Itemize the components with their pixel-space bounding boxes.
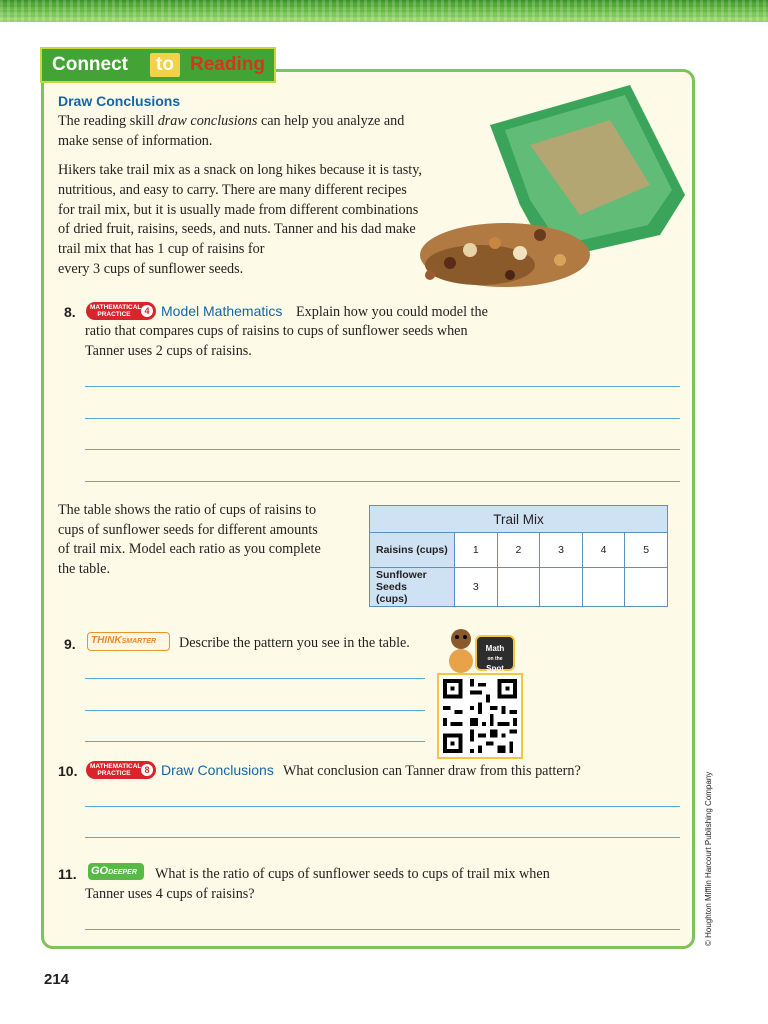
mathematical-practice-badge bbox=[86, 302, 156, 320]
trail-mix-bag-image bbox=[410, 85, 690, 295]
banner-to: to bbox=[150, 53, 180, 77]
intro-line-1 bbox=[58, 112, 404, 132]
question-11-number: 11. bbox=[58, 866, 77, 882]
row-header-line-2: (cups) bbox=[376, 593, 408, 605]
table-cell: 3 bbox=[540, 533, 583, 568]
banner-connect: Connect bbox=[52, 54, 128, 75]
question-9-number: 9. bbox=[64, 636, 76, 652]
answer-line[interactable] bbox=[85, 418, 680, 419]
answer-line[interactable] bbox=[85, 929, 680, 930]
question-8-text-line-3: Tanner uses 2 cups of raisins. bbox=[85, 343, 252, 359]
badge-smarter: SMARTER bbox=[121, 638, 157, 645]
badge-go: GO bbox=[91, 865, 109, 877]
publisher-credit: © Houghton Mifflin Harcourt Publishing Company bbox=[704, 771, 713, 946]
dog-mascot-icon bbox=[443, 625, 479, 673]
para-line: nutritious, and easy to carry. There are many different recipes bbox=[58, 182, 407, 198]
sunflower-seeds-row-header bbox=[370, 568, 455, 607]
draw-conclusions-heading: Draw Conclusions bbox=[58, 93, 181, 109]
badge-think: THINK bbox=[91, 635, 122, 646]
para-line: every 3 cups of sunflower seeds. bbox=[58, 261, 244, 277]
badge-line-2: PRACTICE bbox=[97, 311, 131, 318]
answer-line[interactable] bbox=[85, 386, 680, 387]
intro-italic: draw conclusions bbox=[157, 113, 258, 129]
trail-mix-table bbox=[369, 505, 668, 607]
answer-line[interactable] bbox=[85, 741, 425, 742]
answer-line[interactable] bbox=[85, 806, 680, 807]
badge-deeper: DEEPER bbox=[108, 869, 137, 876]
badge-line-2: PRACTICE bbox=[97, 770, 131, 777]
table-cell: 4 bbox=[582, 533, 625, 568]
go-deeper-badge bbox=[88, 863, 144, 880]
row-header-line-1: Sunflower Seeds bbox=[376, 569, 427, 593]
table-cell: 5 bbox=[625, 533, 668, 568]
table-cell-blank[interactable] bbox=[625, 568, 668, 607]
question-10-text: What conclusion can Tanner draw from this pattern? bbox=[283, 763, 581, 779]
raisins-row-header: Raisins (cups) bbox=[370, 533, 455, 568]
question-8-text-line-2: ratio that compares cups of raisins to cups of sunflower seeds when bbox=[85, 323, 468, 339]
answer-line[interactable] bbox=[85, 710, 425, 711]
para-line: trail mix that has 1 cup of raisins for bbox=[58, 241, 265, 257]
top-pattern-strip bbox=[0, 0, 768, 22]
think-smarter-badge bbox=[87, 632, 170, 651]
table-cell: 1 bbox=[455, 533, 498, 568]
question-11-text-line-2: Tanner uses 4 cups of raisins? bbox=[85, 886, 255, 902]
table-cell-blank[interactable] bbox=[497, 568, 540, 607]
question-11-text-line-1: What is the ratio of cups of sunflower seeds to cups of trail mix when bbox=[155, 866, 550, 882]
practice-number-icon: 4 bbox=[141, 305, 153, 317]
connect-to-reading-banner bbox=[40, 47, 276, 83]
para-line: of dried fruit, raisins, seeds, and nuts. Tanner and his dad make bbox=[58, 221, 416, 237]
para-line: Hikers take trail mix as a snack on long hikes because it is tasty, bbox=[58, 162, 422, 178]
intro-line-2: make sense of information. bbox=[58, 133, 213, 149]
table-intro-line: cups of sunflower seeds for different amounts bbox=[58, 522, 318, 538]
answer-line[interactable] bbox=[85, 449, 680, 450]
intro-text-a: The reading skill bbox=[58, 113, 158, 129]
badge-line-1: MATHEMATICAL bbox=[90, 304, 142, 311]
mathematical-practice-badge bbox=[86, 761, 156, 779]
badge-line-1: MATHEMATICAL bbox=[90, 763, 142, 770]
qr-code-icon[interactable] bbox=[437, 673, 523, 759]
answer-line[interactable] bbox=[85, 481, 680, 482]
math-on-the-spot-sign bbox=[475, 635, 515, 671]
mots-line-2: on the bbox=[487, 656, 503, 662]
practice-number-icon: 8 bbox=[141, 764, 153, 776]
mots-line-3: Spot bbox=[486, 664, 504, 673]
mots-line-1: Math bbox=[485, 644, 505, 653]
para-line: for trail mix, but it is usually made from different combinations bbox=[58, 202, 419, 218]
question-9-text: Describe the pattern you see in the table. bbox=[179, 635, 410, 651]
question-10-number: 10. bbox=[58, 763, 78, 779]
table-intro-line: the table. bbox=[58, 561, 110, 577]
table-cell-blank[interactable] bbox=[540, 568, 583, 607]
answer-line[interactable] bbox=[85, 837, 680, 838]
answer-line[interactable] bbox=[85, 678, 425, 679]
table-cell: 3 bbox=[455, 568, 498, 607]
question-8-number: 8. bbox=[64, 304, 76, 320]
page-number: 214 bbox=[44, 971, 70, 988]
table-cell: 2 bbox=[497, 533, 540, 568]
banner-reading: Reading bbox=[190, 54, 265, 75]
table-intro-line: The table shows the ratio of cups of raisins to bbox=[58, 502, 317, 518]
table-intro-line: of trail mix. Model each ratio as you complete bbox=[58, 541, 321, 557]
table-title: Trail Mix bbox=[370, 506, 668, 533]
draw-conclusions-label: Draw Conclusions bbox=[161, 762, 274, 778]
question-8-text-line-1: Explain how you could model the bbox=[296, 304, 488, 320]
math-on-the-spot-video[interactable] bbox=[437, 625, 523, 760]
table-cell-blank[interactable] bbox=[582, 568, 625, 607]
model-mathematics-label: Model Mathematics bbox=[161, 303, 283, 319]
intro-text-b: can help you analyze and bbox=[257, 113, 405, 129]
